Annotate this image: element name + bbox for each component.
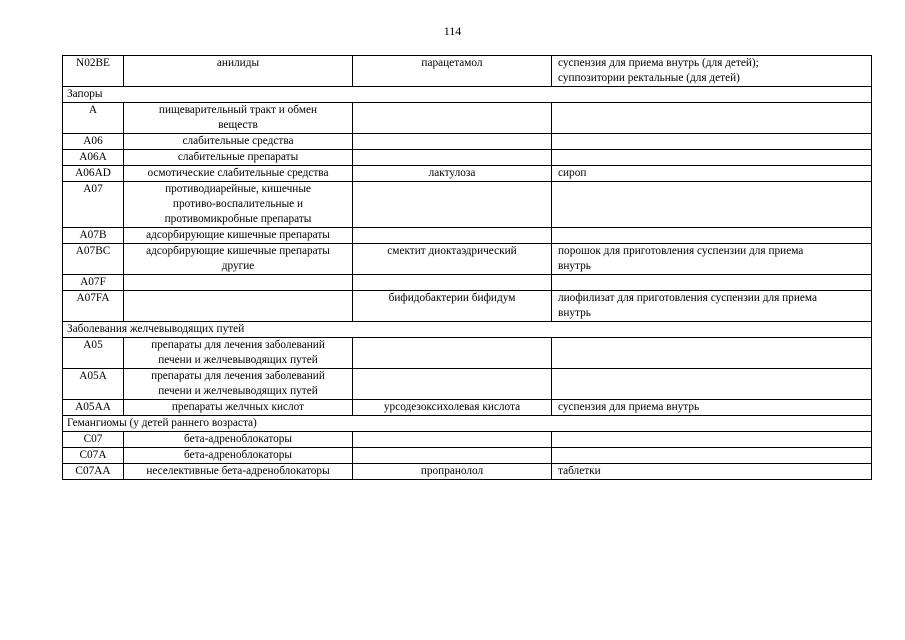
dosage-form-cell: таблетки [552,464,872,480]
dosage-form-cell [552,103,872,134]
drug-classification-table [62,55,872,480]
drug-name-cell [353,103,552,134]
table-row [63,464,872,480]
table-row [63,228,872,244]
section-title: Запоры [63,87,872,103]
pharm-group-cell: слабительные препараты [124,150,353,166]
atc-code-cell: C07 [63,432,124,448]
page-number: 114 [443,24,462,38]
dosage-form-cell [552,338,872,369]
dosage-form-cell: сироп [552,166,872,182]
section-title: Гемангиомы (у детей раннего возраста) [63,416,872,432]
table-row [63,400,872,416]
dosage-form-cell [552,182,872,228]
dosage-form-cell [552,432,872,448]
table-row [63,244,872,275]
pharm-group-cell [124,291,353,322]
dosage-form-cell [552,369,872,400]
table-row [63,56,872,87]
pharm-group-cell: препараты для лечения заболеваний печени и желчевыводящих путей [124,338,353,369]
table-row [63,291,872,322]
drug-name-cell: смектит диоктаэдрический [353,244,552,275]
atc-code-cell: C07A [63,448,124,464]
atc-code-cell: A07FA [63,291,124,322]
atc-code-cell: A05A [63,369,124,400]
atc-code-cell: A [63,103,124,134]
pharm-group-cell: препараты для лечения заболеваний печени и желчевыводящих путей [124,369,353,400]
atc-code-cell: A07F [63,275,124,291]
table-row [63,182,872,228]
table-row [63,134,872,150]
table-row [63,275,872,291]
dosage-form-cell [552,448,872,464]
atc-code-cell: N02BE [63,56,124,87]
pharm-group-cell: адсорбирующие кишечные препараты [124,228,353,244]
dosage-form-cell [552,228,872,244]
pharm-group-cell: противодиарейные, кишечные противо-воспалительные и противомикробные препараты [124,182,353,228]
drug-name-cell [353,150,552,166]
table-row [63,432,872,448]
dosage-form-cell: суспензия для приема внутрь (для детей); суппозитории ректальные (для детей) [552,56,872,87]
drug-name-cell [353,275,552,291]
table-row [63,338,872,369]
dosage-form-cell [552,134,872,150]
atc-code-cell: A05 [63,338,124,369]
drug-name-cell: парацетамол [353,56,552,87]
drug-name-cell: лактулоза [353,166,552,182]
dosage-form-cell [552,275,872,291]
pharm-group-cell: пищеварительный тракт и обмен веществ [124,103,353,134]
drug-name-cell: урсодезоксихолевая кислота [353,400,552,416]
table-row [63,103,872,134]
table-body [63,56,872,480]
pharm-group-cell: слабительные средства [124,134,353,150]
atc-code-cell: A06AD [63,166,124,182]
drug-name-cell [353,134,552,150]
pharm-group-cell [124,275,353,291]
dosage-form-cell [552,150,872,166]
dosage-form-cell: лиофилизат для приготовления суспензии для приема внутрь [552,291,872,322]
drug-name-cell [353,369,552,400]
table-row [63,448,872,464]
atc-code-cell: A06 [63,134,124,150]
section-title: Заболевания желчевыводящих путей [63,322,872,338]
pharm-group-cell: неселективные бета-адреноблокаторы [124,464,353,480]
pharm-group-cell: бета-адреноблокаторы [124,448,353,464]
table-row [63,150,872,166]
atc-code-cell: A07B [63,228,124,244]
atc-code-cell: A07BC [63,244,124,275]
drug-name-cell: бифидобактерии бифидум [353,291,552,322]
atc-code-cell: C07AA [63,464,124,480]
section-header-row [63,87,872,103]
section-header-row [63,416,872,432]
drug-name-cell [353,448,552,464]
pharm-group-cell: бета-адреноблокаторы [124,432,353,448]
pharm-group-cell: адсорбирующие кишечные препараты другие [124,244,353,275]
drug-name-cell [353,338,552,369]
section-header-row [63,322,872,338]
drug-name-cell [353,432,552,448]
atc-code-cell: A05AA [63,400,124,416]
table-row [63,369,872,400]
drug-name-cell [353,228,552,244]
dosage-form-cell: порошок для приготовления суспензии для приема внутрь [552,244,872,275]
drug-name-cell: пропранолол [353,464,552,480]
drug-name-cell [353,182,552,228]
pharm-group-cell: препараты желчных кислот [124,400,353,416]
table-row [63,166,872,182]
pharm-group-cell: анилиды [124,56,353,87]
dosage-form-cell: суспензия для приема внутрь [552,400,872,416]
atc-code-cell: A07 [63,182,124,228]
pharm-group-cell: осмотические слабительные средства [124,166,353,182]
atc-code-cell: A06A [63,150,124,166]
